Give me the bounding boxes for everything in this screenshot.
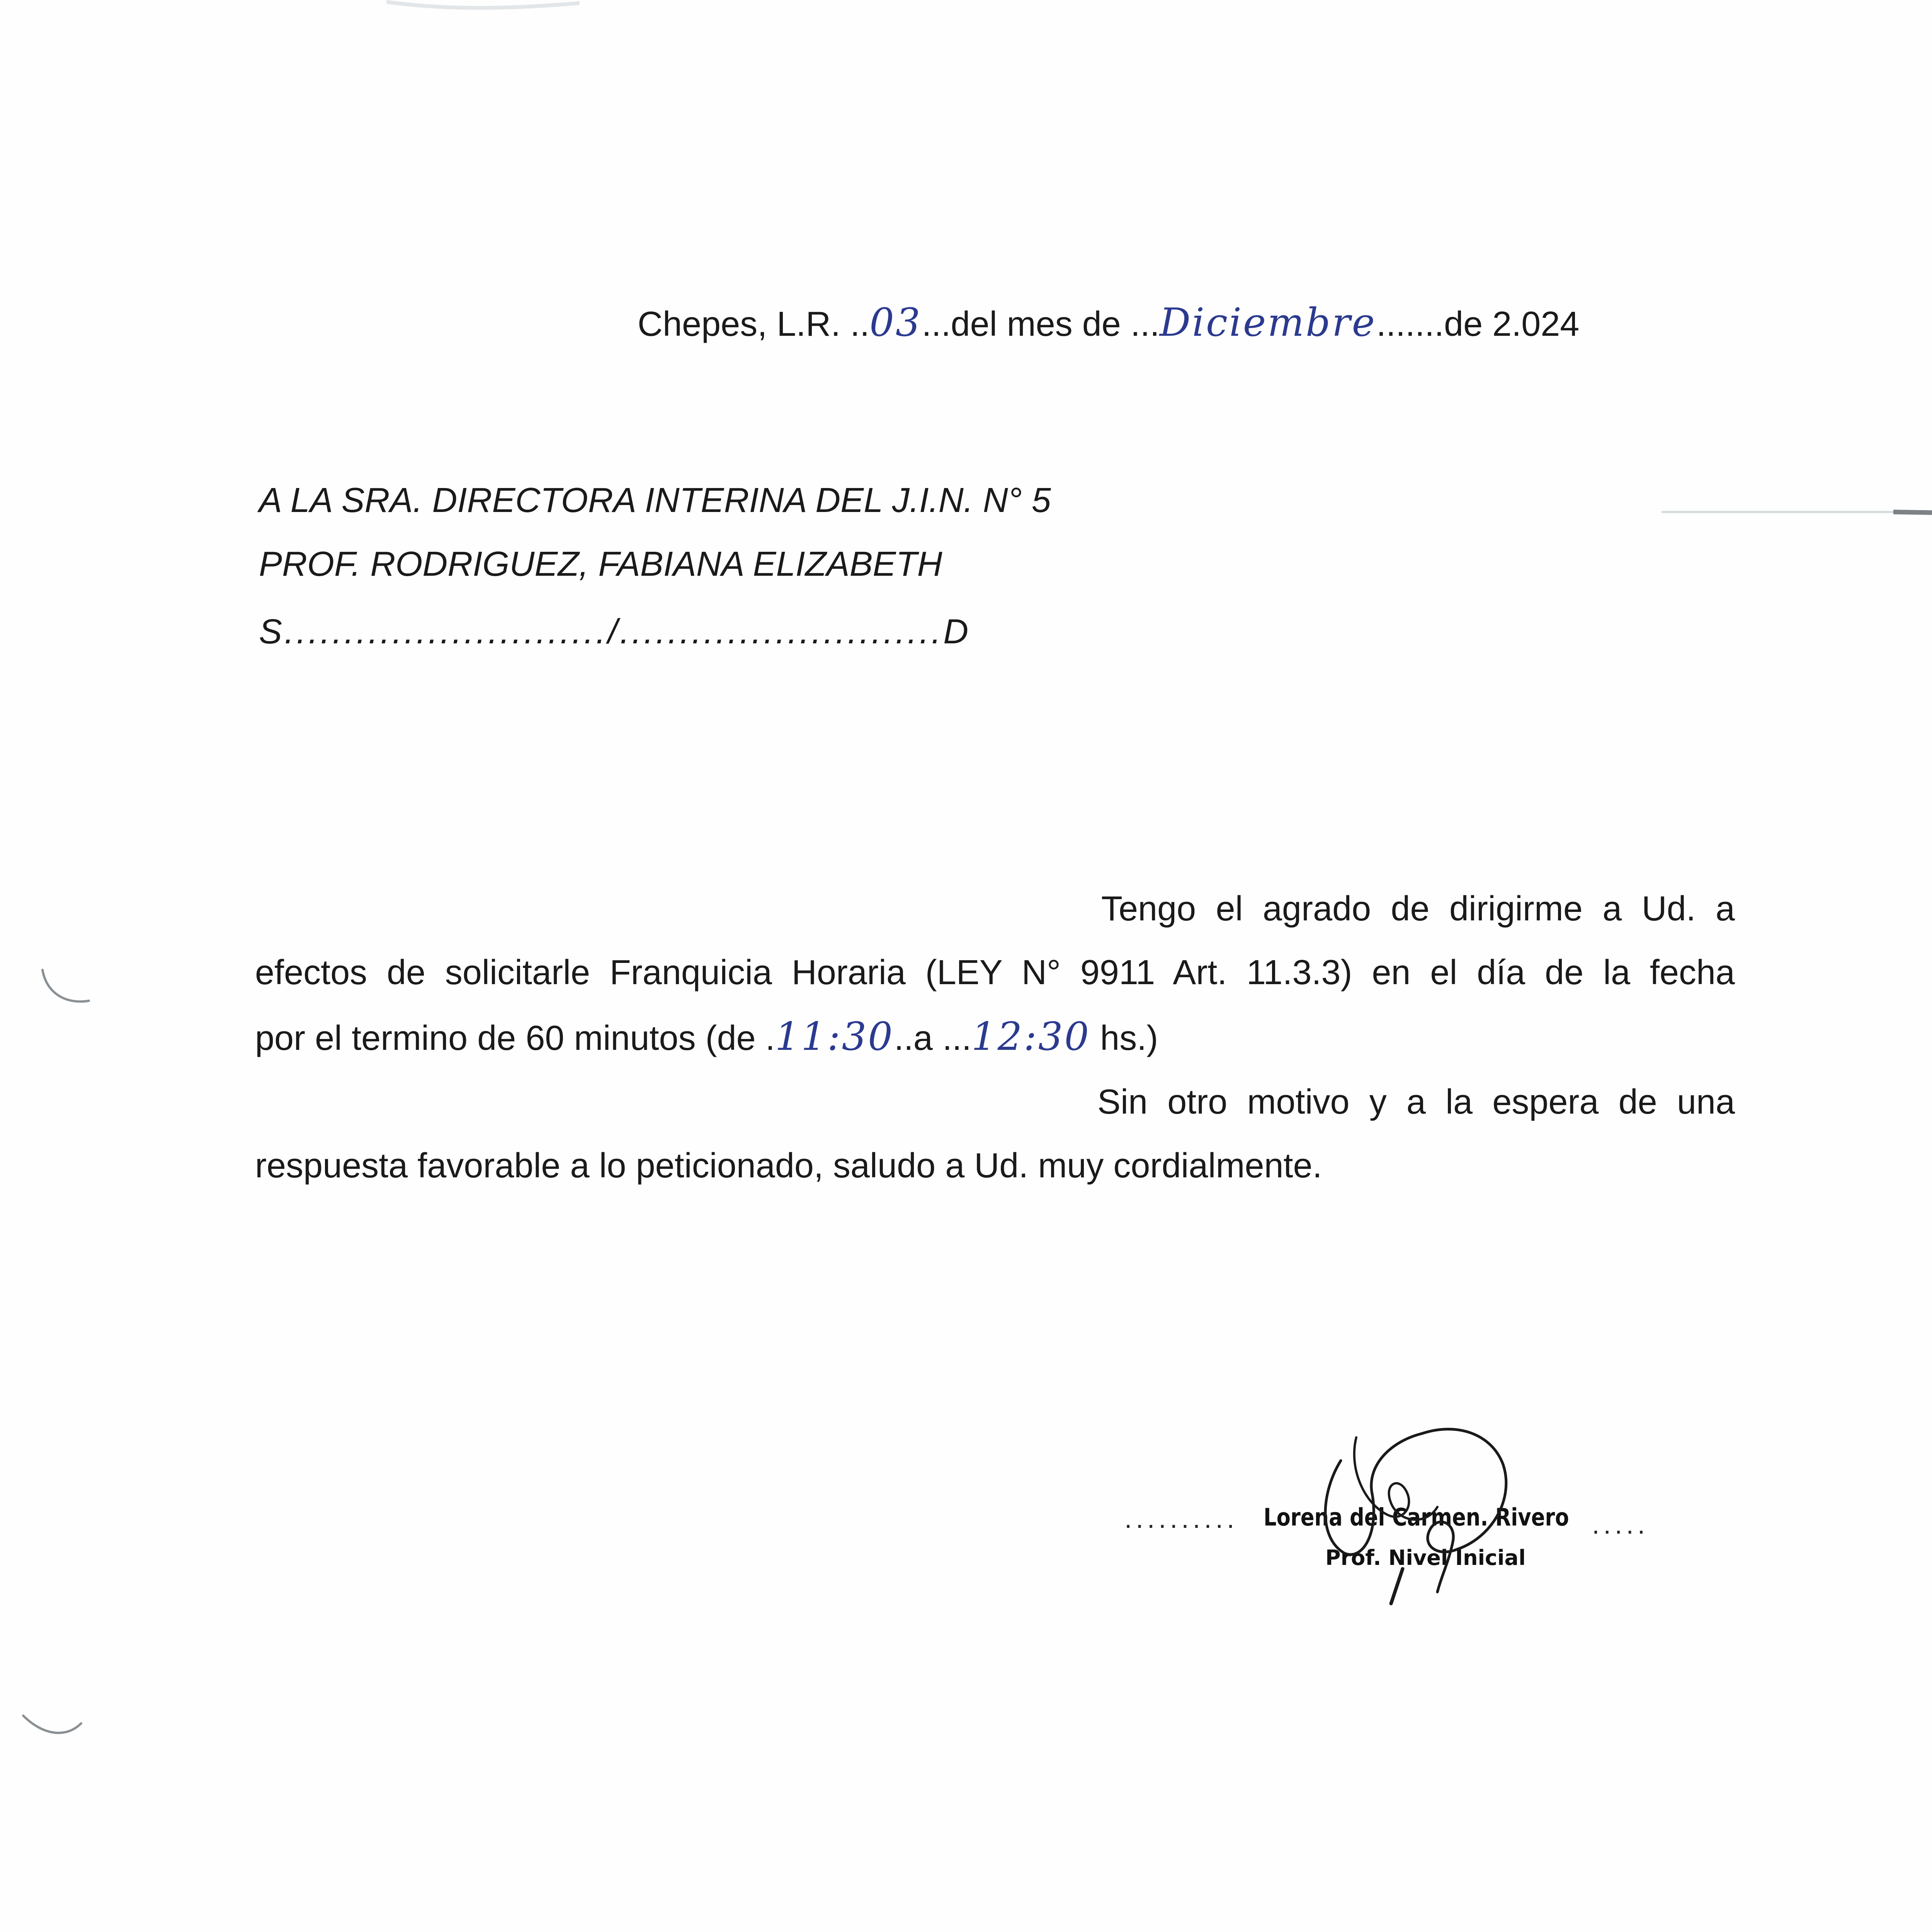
date-place: Chepes, L.R. .. xyxy=(638,305,870,344)
recipient-line-1: A LA SRA. DIRECTORA INTERINA DEL J.I.N. N° 5 xyxy=(259,481,1051,520)
date-month-handwritten: Diciembre xyxy=(1159,300,1376,345)
scan-artifact-top-right xyxy=(1662,502,1932,526)
date-line xyxy=(638,301,1579,345)
signature-dots-left: .......... xyxy=(1124,1503,1238,1534)
body-text xyxy=(255,877,1735,1198)
scan-artifact-top-edge xyxy=(386,0,580,15)
recipient-line-3: S.........................../...........................D xyxy=(259,612,971,651)
punch-hole-mark-upper xyxy=(35,962,97,1016)
date-year: .......de 2.024 xyxy=(1376,305,1580,344)
date-day-handwritten: 03 xyxy=(869,300,922,345)
date-month-label: ...del mes de ... xyxy=(922,305,1160,344)
paragraph-2-line-2: respuesta favorable a lo peticionado, saludo a Ud. muy cordialmente. xyxy=(255,1146,1322,1185)
paragraph-2-line-1: Sin otro motivo y a la espera de una xyxy=(1097,1083,1735,1121)
signature-title: Prof. Nivel Inicial xyxy=(1325,1546,1526,1570)
punch-hole-mark-lower xyxy=(15,1692,93,1747)
time-to-handwritten: 12:30 xyxy=(971,1014,1091,1059)
signature-dots-right: ..... xyxy=(1592,1509,1649,1539)
handwritten-signature xyxy=(1275,1376,1546,1607)
time-from-handwritten: 11:30 xyxy=(775,1014,894,1059)
recipient-line-2: PROF. RODRIGUEZ, FABIANA ELIZABETH xyxy=(259,545,942,583)
paragraph-1-line-3: por el termino de 60 minutos (de .11:30..a ...12:30 hs.) xyxy=(255,1014,1158,1059)
paragraph-1-line-1: Tengo el agrado de dirigirme a Ud. a xyxy=(1101,889,1735,928)
signature-name: Lorena del Carmen. Rivero xyxy=(1264,1503,1569,1531)
paragraph-1-line-2: efectos de solicitarle Franquicia Horaria (LEY N° 9911 Art. 11.3.3) en el día de la fecha xyxy=(255,953,1735,992)
